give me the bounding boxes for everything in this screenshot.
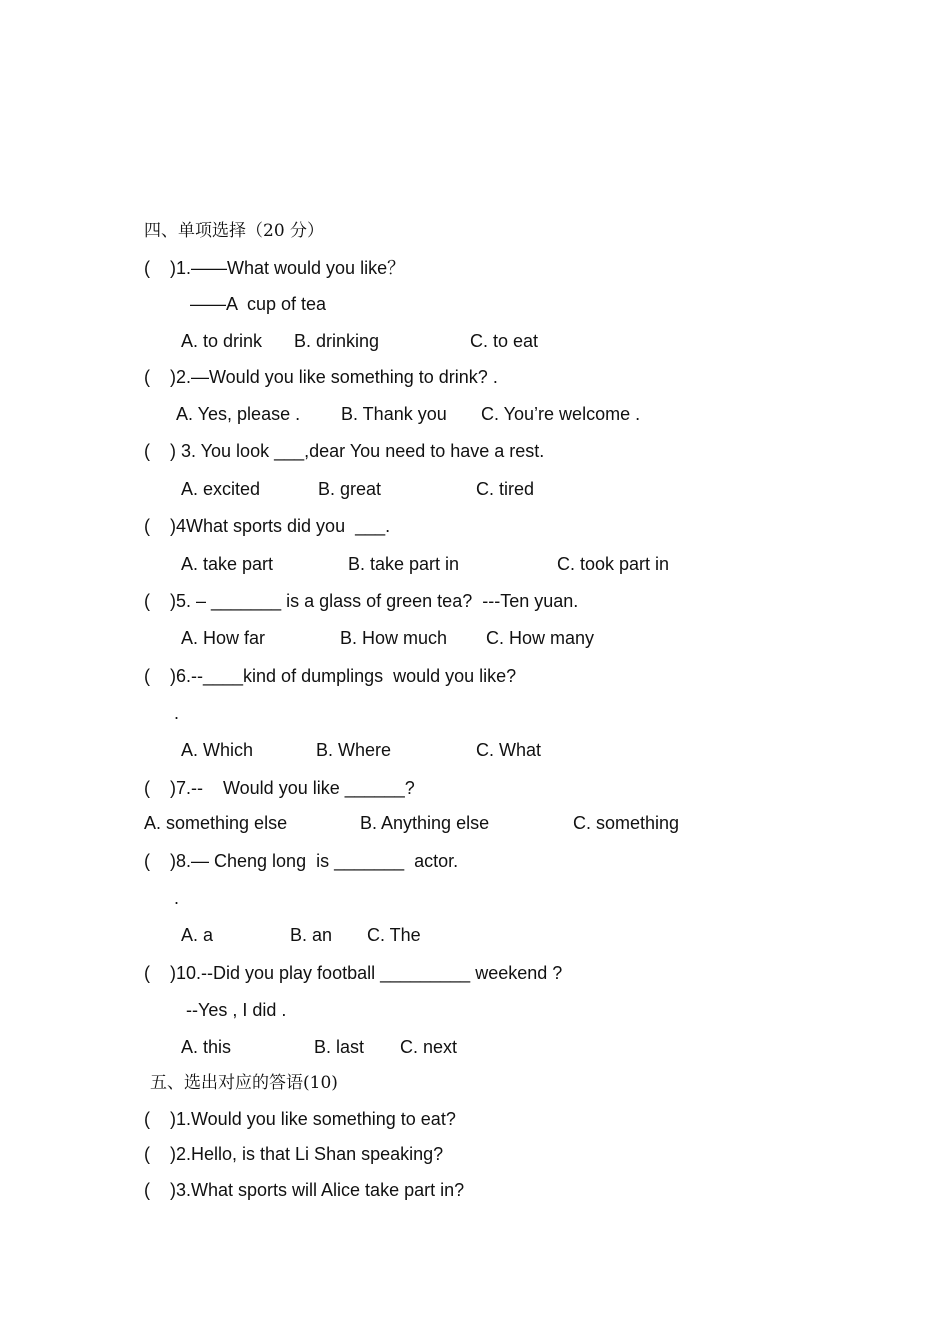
section-5-item-1: ( )1.Would you like something to eat? bbox=[144, 1109, 456, 1129]
question-4-option-a: A. take part bbox=[181, 554, 274, 574]
question-2-option-a: A. Yes, please . bbox=[176, 404, 301, 424]
question-6-stem: ( )6.--____kind of dumplings would you like? bbox=[144, 666, 517, 686]
question-7-option-c: C. something bbox=[573, 813, 680, 833]
question-7-option-a: A. something else bbox=[144, 813, 288, 833]
question-8-option-c: C. The bbox=[367, 925, 421, 945]
question-1-option-c: C. to eat bbox=[470, 331, 539, 351]
question-1-stem: ( )1.——What would you like？ bbox=[144, 258, 406, 278]
question-6-option-b: B. Where bbox=[316, 740, 392, 760]
section-5-item-2: ( )2.Hello, is that Li Shan speaking? bbox=[144, 1144, 444, 1164]
question-2-stem: ( )2.—Would you like something to drink? . bbox=[144, 367, 498, 387]
question-3-stem: ( ) 3. You look ___,dear You need to have a rest. bbox=[144, 441, 545, 461]
section-5-item-3: ( )3.What sports will Alice take part in? bbox=[144, 1180, 465, 1200]
question-3-option-c: C. tired bbox=[476, 479, 535, 499]
question-8-stem: ( )8.— Cheng long is _______ actor. bbox=[144, 851, 459, 871]
question-10-option-a: A. this bbox=[181, 1037, 232, 1057]
question-8-option-b: B. an bbox=[290, 925, 333, 945]
question-10-stem: ( )10.--Did you play football _________ weekend ? bbox=[144, 963, 563, 983]
question-5-stem: ( )5. – _______ is a glass of green tea? ---Ten yuan. bbox=[144, 591, 579, 611]
question-3-option-a: A. excited bbox=[181, 479, 261, 499]
question-10-answer: --Yes , I did . bbox=[186, 1000, 287, 1020]
question-8-option-a: A. a bbox=[181, 925, 214, 945]
question-2-option-b: B. Thank you bbox=[341, 404, 447, 424]
question-10-option-b: B. last bbox=[314, 1037, 365, 1057]
question-6-dot: . bbox=[174, 703, 180, 723]
question-6-option-a: A. Which bbox=[181, 740, 254, 760]
question-1-option-b: B. drinking bbox=[294, 331, 380, 351]
question-4-option-b: B. take part in bbox=[348, 554, 460, 574]
question-10-option-c: C. next bbox=[400, 1037, 458, 1057]
question-1-option-a: A. to drink bbox=[181, 331, 263, 351]
question-4-stem: ( )4What sports did you ___. bbox=[144, 516, 391, 536]
question-7-stem: ( )7.-- Would you like ______? bbox=[144, 778, 415, 798]
section-4-heading: 四、单项选择（20 分） bbox=[144, 221, 325, 241]
question-2-option-c: C. You’re welcome . bbox=[481, 404, 641, 424]
question-7-option-b: B. Anything else bbox=[360, 813, 490, 833]
question-5-option-b: B. How much bbox=[340, 628, 448, 648]
question-8-dot: . bbox=[174, 888, 180, 908]
section-5-heading: 五、选出对应的答语(10) bbox=[150, 1073, 338, 1093]
question-6-option-c: C. What bbox=[476, 740, 542, 760]
question-5-option-c: C. How many bbox=[486, 628, 595, 648]
question-3-option-b: B. great bbox=[318, 479, 382, 499]
question-5-option-a: A. How far bbox=[181, 628, 266, 648]
question-1-answer: ——A cup of tea bbox=[190, 294, 327, 314]
question-4-option-c: C. took part in bbox=[557, 554, 670, 574]
